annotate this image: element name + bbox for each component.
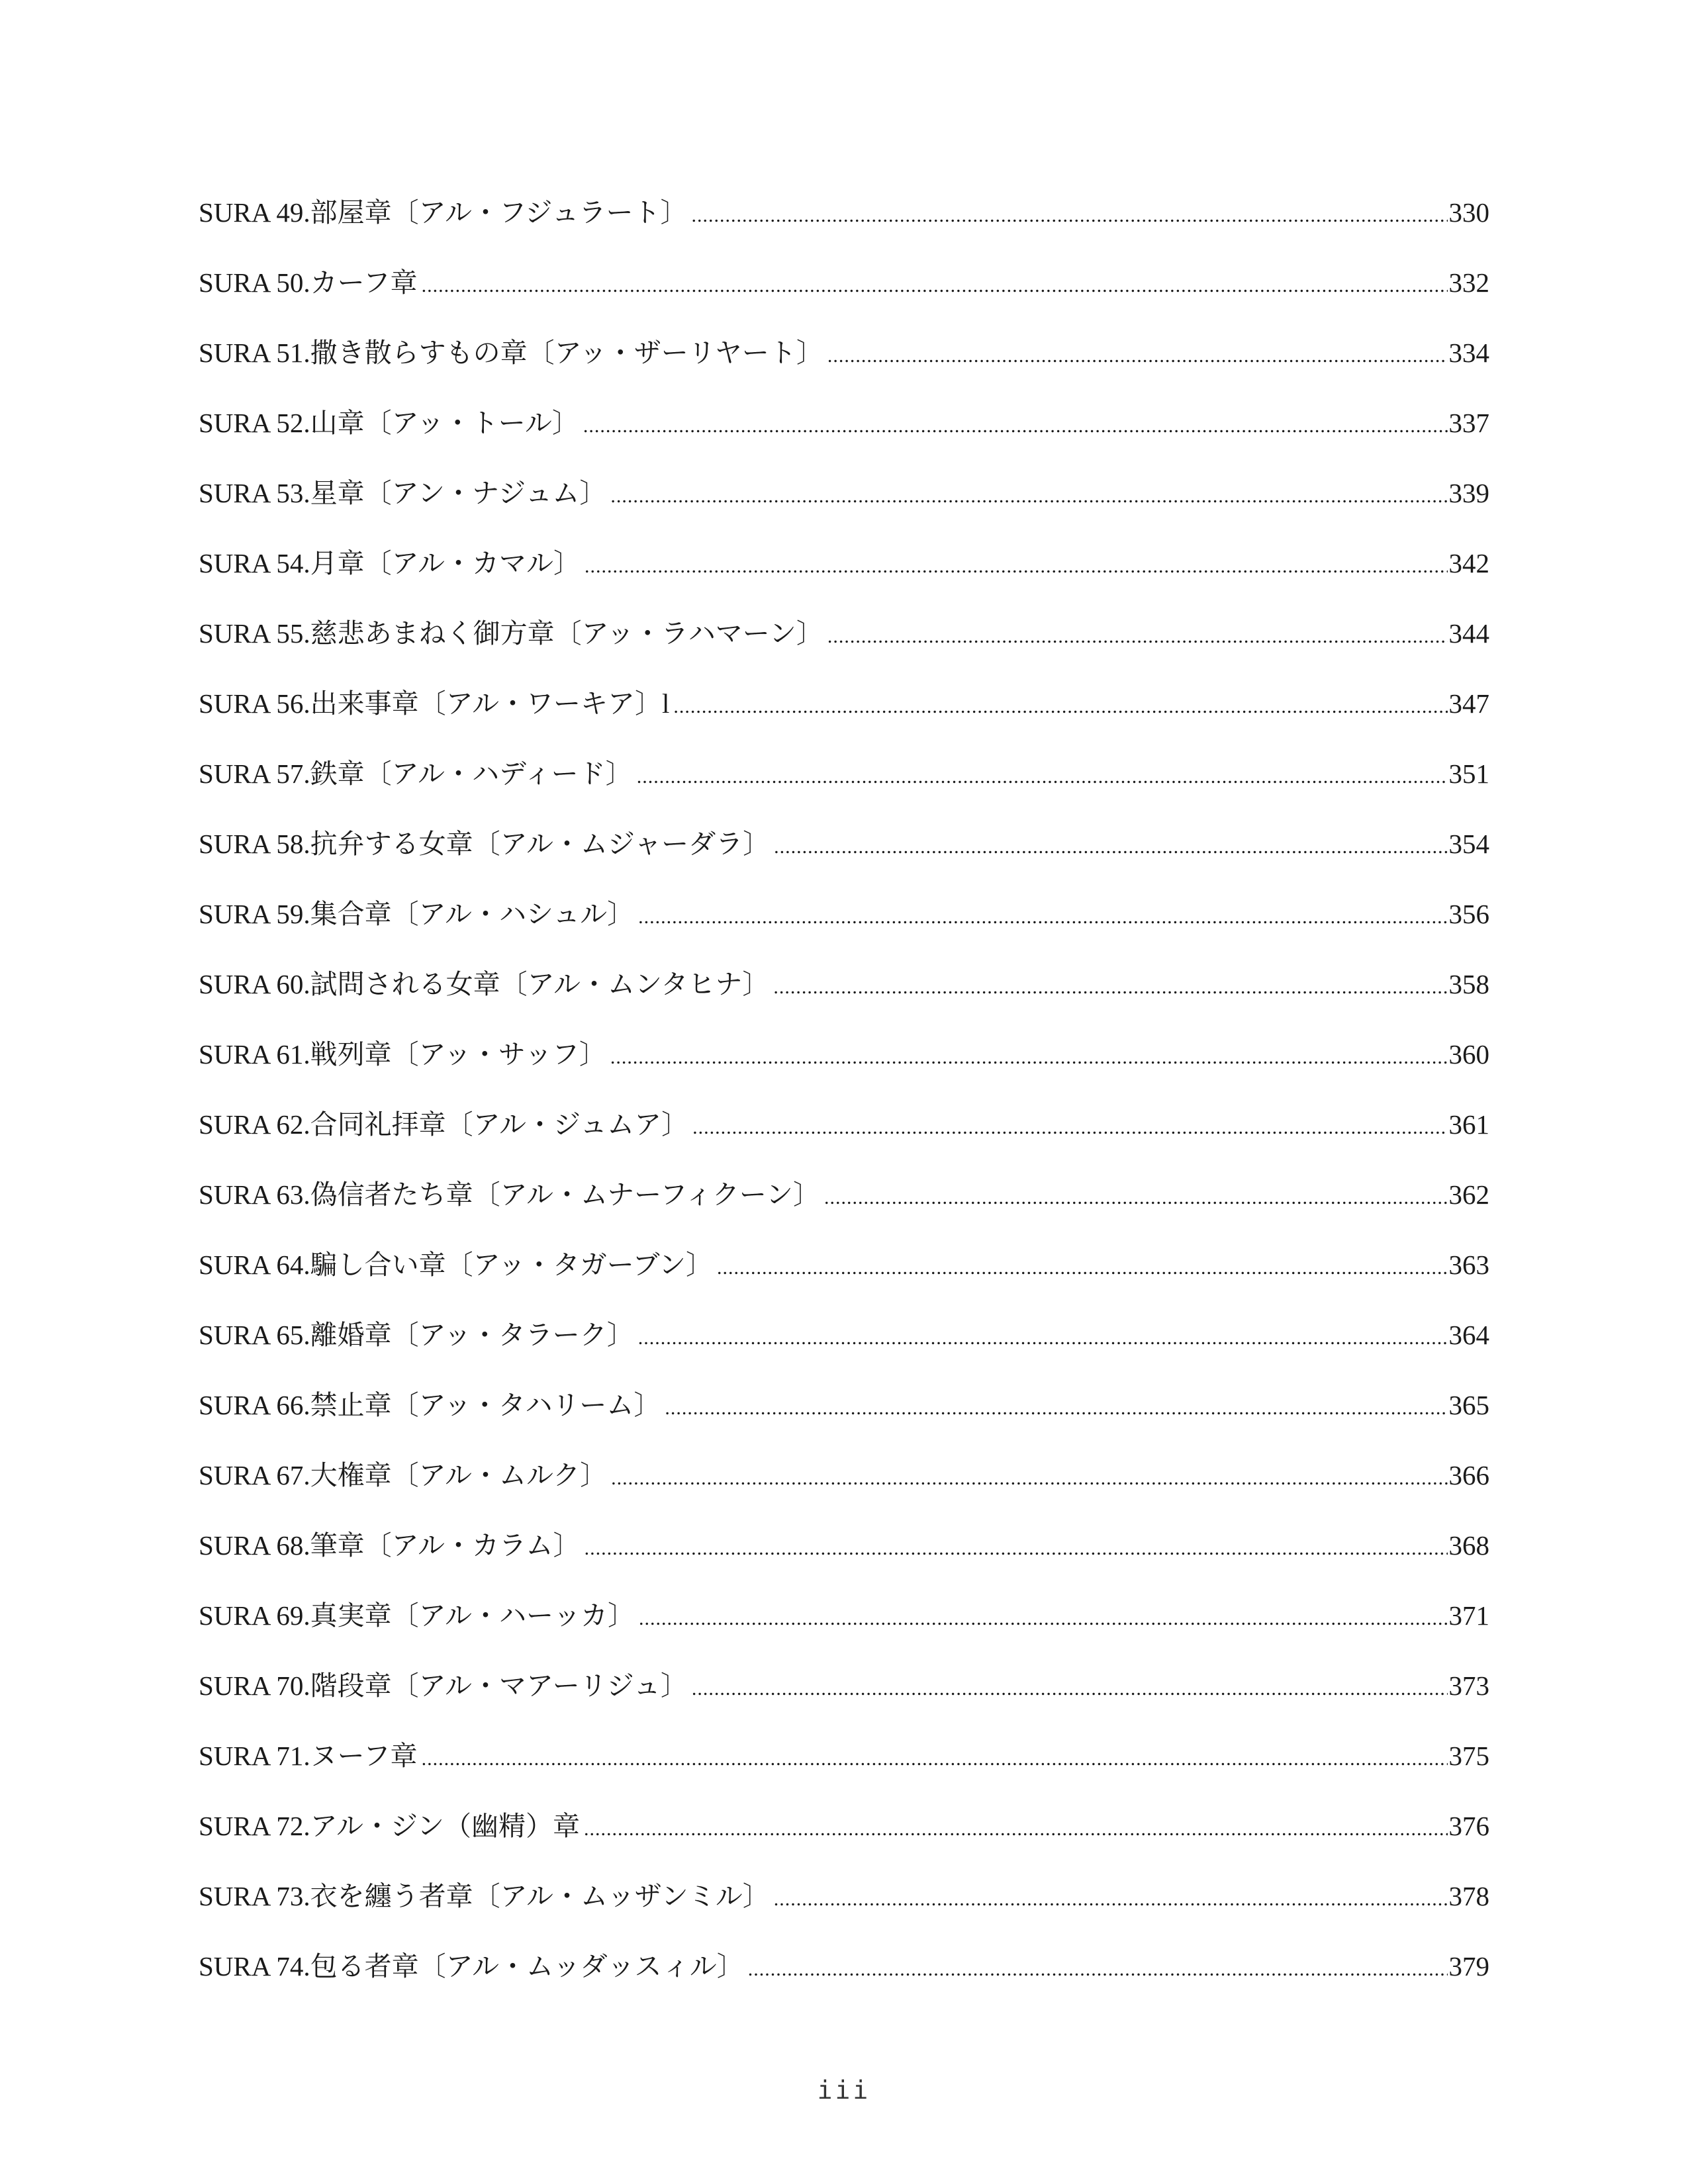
- toc-entry-title: SURA 51.撒き散らすもの章〔アッ・ザーリヤート〕: [199, 338, 823, 368]
- toc-entry[interactable]: [199, 1809, 1489, 1880]
- toc-dot-leader: [585, 1532, 1448, 1565]
- toc-dot-leader: [692, 1672, 1448, 1706]
- toc-entry-page: 330: [1448, 197, 1489, 228]
- toc-entry-page: 364: [1448, 1320, 1489, 1350]
- toc-dot-leader: [422, 1743, 1448, 1776]
- toc-entry-title: SURA 62.合同礼拝章〔アル・ジュムア〕: [199, 1109, 689, 1140]
- toc-dot-leader: [638, 1322, 1448, 1355]
- toc-entry-title: SURA 52.山章〔アッ・トール〕: [199, 408, 579, 438]
- toc-entry[interactable]: [199, 196, 1489, 266]
- toc-entry-title: SURA 59.集合章〔アル・ハシュル〕: [199, 899, 635, 929]
- toc-dot-leader: [637, 760, 1448, 794]
- toc-entry-page: 351: [1448, 758, 1489, 789]
- toc-dot-leader: [422, 269, 1448, 302]
- toc-dot-leader: [673, 690, 1447, 723]
- toc-entry-title: SURA 71.ヌーフ章: [199, 1741, 418, 1771]
- toc-dot-leader: [610, 1041, 1448, 1074]
- toc-entry-page: 356: [1448, 899, 1489, 929]
- toc-dot-leader: [824, 1181, 1448, 1214]
- toc-entry-page: 332: [1448, 267, 1489, 298]
- toc-entry[interactable]: [199, 1178, 1489, 1248]
- toc-entry-page: 375: [1448, 1741, 1489, 1771]
- toc-entry[interactable]: [199, 897, 1489, 968]
- toc-dot-leader: [665, 1392, 1447, 1425]
- toc-entry-title: SURA 55.慈悲あまねく御方章〔アッ・ラハマーン〕: [199, 618, 823, 649]
- toc-dot-leader: [717, 1251, 1447, 1285]
- toc-entry-page: 373: [1448, 1670, 1489, 1701]
- toc-entry-title: SURA 67.大権章〔アル・ムルク〕: [199, 1460, 608, 1490]
- toc-entry-page: 365: [1448, 1390, 1489, 1420]
- toc-dot-leader: [774, 1883, 1448, 1916]
- toc-entry[interactable]: [199, 1669, 1489, 1739]
- toc-entry-page: 366: [1448, 1460, 1489, 1490]
- toc-dot-leader: [774, 831, 1447, 864]
- toc-entry[interactable]: [199, 1880, 1489, 1950]
- toc-dot-leader: [610, 480, 1447, 513]
- toc-entry-title: SURA 63.偽信者たち章〔アル・ムナーフィクーン〕: [199, 1179, 820, 1210]
- toc-entry-title: SURA 72.アル・ジン（幽精）章: [199, 1811, 580, 1841]
- toc-entry[interactable]: [199, 827, 1489, 897]
- toc-entry[interactable]: [199, 1248, 1489, 1318]
- toc-entry[interactable]: [199, 1318, 1489, 1388]
- toc-entry-page: 379: [1448, 1951, 1489, 1981]
- toc-entry[interactable]: [199, 1739, 1489, 1809]
- toc-entry[interactable]: [199, 968, 1489, 1038]
- toc-dot-leader: [584, 1813, 1448, 1846]
- toc-entry[interactable]: [199, 1038, 1489, 1108]
- toc-entry[interactable]: [199, 687, 1489, 757]
- toc-entry-page: 339: [1448, 478, 1489, 508]
- toc-entry-page: 347: [1448, 688, 1489, 719]
- toc-dot-leader: [692, 1111, 1447, 1144]
- toc-entry-title: SURA 74.包る者章〔アル・ムッダッスィル〕: [199, 1951, 744, 1981]
- toc-entry[interactable]: [199, 1108, 1489, 1178]
- toc-entry-page: 378: [1448, 1881, 1489, 1911]
- toc-entry-page: 344: [1448, 618, 1489, 649]
- toc-entry-title: SURA 70.階段章〔アル・マアーリジュ〕: [199, 1670, 688, 1701]
- toc-entry-page: 376: [1448, 1811, 1489, 1841]
- toc-entry-title: SURA 61.戦列章〔アッ・サッフ〕: [199, 1039, 606, 1069]
- page-number: iii: [817, 2075, 871, 2105]
- toc-entry-title: SURA 53.星章〔アン・ナジュム〕: [199, 478, 607, 508]
- toc-entry[interactable]: [199, 1388, 1489, 1459]
- toc-entry[interactable]: [199, 266, 1489, 336]
- toc-dot-leader: [748, 1953, 1448, 1986]
- toc-entry[interactable]: [199, 406, 1489, 477]
- toc-entry-title: SURA 64.騙し合い章〔アッ・タガーブン〕: [199, 1250, 714, 1280]
- toc-dot-leader: [611, 1462, 1447, 1495]
- toc-entry-page: 337: [1448, 408, 1489, 438]
- toc-entry[interactable]: [199, 757, 1489, 827]
- toc-entry-title: SURA 73.衣を纏う者章〔アル・ムッザンミル〕: [199, 1881, 770, 1911]
- toc-entry-title: SURA 56.出来事章〔アル・ワーキア〕l: [199, 688, 670, 719]
- toc-entry[interactable]: [199, 1459, 1489, 1529]
- toc-entry-page: 362: [1448, 1179, 1489, 1210]
- toc-entry[interactable]: [199, 336, 1489, 406]
- toc-entry[interactable]: [199, 617, 1489, 687]
- toc-entry[interactable]: [199, 1529, 1489, 1599]
- toc-dot-leader: [827, 620, 1448, 653]
- toc-entry-title: SURA 58.抗弁する女章〔アル・ムジャーダラ〕: [199, 829, 771, 859]
- toc-entry-title: SURA 68.筆章〔アル・カラム〕: [199, 1530, 581, 1561]
- toc-entry-title: SURA 65.離婚章〔アッ・タラーク〕: [199, 1320, 634, 1350]
- toc-entry-page: 361: [1448, 1109, 1489, 1140]
- toc-entry-title: SURA 69.真実章〔アル・ハーッカ〕: [199, 1600, 635, 1631]
- toc-entry[interactable]: [199, 1599, 1489, 1669]
- table-of-contents: [199, 196, 1489, 2020]
- toc-dot-leader: [583, 410, 1448, 443]
- toc-entry-page: 334: [1448, 338, 1489, 368]
- toc-entry[interactable]: [199, 547, 1489, 617]
- toc-entry-title: SURA 49.部屋章〔アル・フジュラート〕: [199, 197, 688, 228]
- toc-entry-page: 354: [1448, 829, 1489, 859]
- toc-dot-leader: [585, 550, 1448, 583]
- toc-entry-page: 368: [1448, 1530, 1489, 1561]
- toc-dot-leader: [773, 971, 1447, 1004]
- toc-dot-leader: [638, 901, 1447, 934]
- toc-dot-leader: [639, 1602, 1448, 1635]
- toc-entry-page: 342: [1448, 548, 1489, 578]
- toc-entry-title: SURA 57.鉄章〔アル・ハディード〕: [199, 758, 633, 789]
- toc-entry-page: 371: [1448, 1600, 1489, 1631]
- toc-dot-leader: [692, 199, 1448, 232]
- toc-entry-page: 360: [1448, 1039, 1489, 1069]
- toc-entry[interactable]: [199, 477, 1489, 547]
- toc-entry-title: SURA 60.試問される女章〔アル・ムンタヒナ〕: [199, 969, 770, 999]
- toc-entry-title: SURA 54.月章〔アル・カマル〕: [199, 548, 581, 578]
- toc-entry-page: 358: [1448, 969, 1489, 999]
- toc-entry[interactable]: [199, 1950, 1489, 2020]
- toc-entry-title: SURA 50.カーフ章: [199, 267, 418, 298]
- toc-entry-title: SURA 66.禁止章〔アッ・タハリーム〕: [199, 1390, 661, 1420]
- toc-entry-page: 363: [1448, 1250, 1489, 1280]
- toc-dot-leader: [827, 340, 1448, 373]
